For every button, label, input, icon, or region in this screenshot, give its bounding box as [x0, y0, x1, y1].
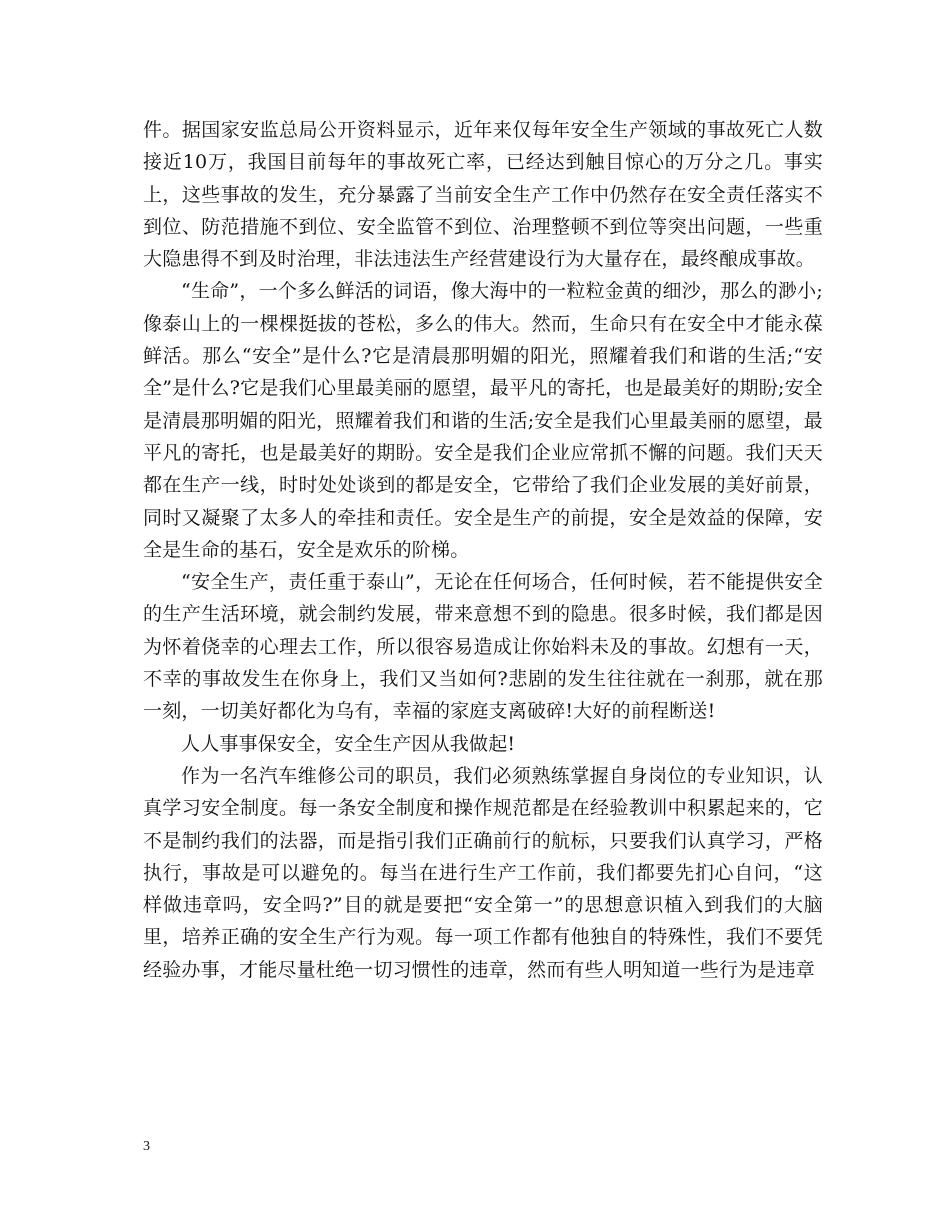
paragraph-2: “生命”，一个多么鲜活的词语，像大海中的一粒粒金黄的细沙，那么的渺小;像泰山上的一棵棵挺拔的苍松，多么的伟大。然而，生命只有在安全中才能永葆鲜活。那么“安全”是什么?它是清晨那明媚的阳光，照耀着我们和谐的生活;“安全”是什么?它是我们心里最美丽的愿望，最平凡的寄托，也是最美好的期盼;安全是清晨那明媚的阳光，照耀着我们和谐的生活;安全是我们心里最美丽的愿望，最平凡的寄托，也是最美好的期盼。安全是我们企业应常抓不懈的问题。我们天天都在生产一线，时时处处谈到的都是安全，它带给了我们企业发展的美好前景，同时又凝聚了太多人的牵挂和责任。安全是生产的前提，安全是效益的保障，安全是生命的基石，安全是欢乐的阶梯。 — [143, 280, 823, 561]
paragraph-1: 件。据国家安监总局公开资料显示，近年来仅每年安全生产领域的事故死亡人数接近10万，我国目前每年的事故死亡率，已经达到触目惊心的万分之几。事实上，这些事故的发生，充分暴露了当前安全生产工作中仍然存在安全责任落实不到位、防范措施不到位、安全监管不到位、治理整顿不到位等突出问题，一些重大隐患得不到及时治理，非法违法生产经营建设行为大量存在，最终酿成事故。 — [143, 119, 823, 271]
paragraph-3: “安全生产，责任重于泰山”，无论在任何场合，任何时候，若不能提供安全的生产生活环境，就会制约发展，带来意想不到的隐患。很多时候，我们都是因为怀着侥幸的心理去工作，所以很容易造成让你始料未及的事故。幻想有一天，不幸的事故发生在你身上，我们又当如何?悲剧的发生往往就在一刹那，就在那一刻，一切美好都化为乌有，幸福的家庭支离破碎!大好的前程断送! — [143, 571, 823, 723]
paragraph-4: 人人事事保安全，安全生产因从我做起! — [181, 732, 516, 755]
paragraph-5: 作为一名汽车维修公司的职员，我们必须熟练掌握自身岗位的专业知识，认真学习安全制度。每一条安全制度和操作规范都是在经验教训中积累起来的，它不是制约我们的法器，而是指引我们正确前行的航标，只要我们认真学习，严格执行，事故是可以避免的。每当在进行生产工作前，我们都要先扪心自问，“这样做违章吗，安全吗?”目的就是要把“安全第一”的思想意识植入到我们的大脑里，培养正确的安全生产行为观。每一项工作都有他独自的特殊性，我们不要凭经验办事，才能尽量杜绝一切习惯性的违章，然而有些人明知道一些行为是违章 — [143, 764, 823, 981]
page-number: 3 — [143, 1139, 150, 1154]
document-body — [143, 114, 823, 986]
